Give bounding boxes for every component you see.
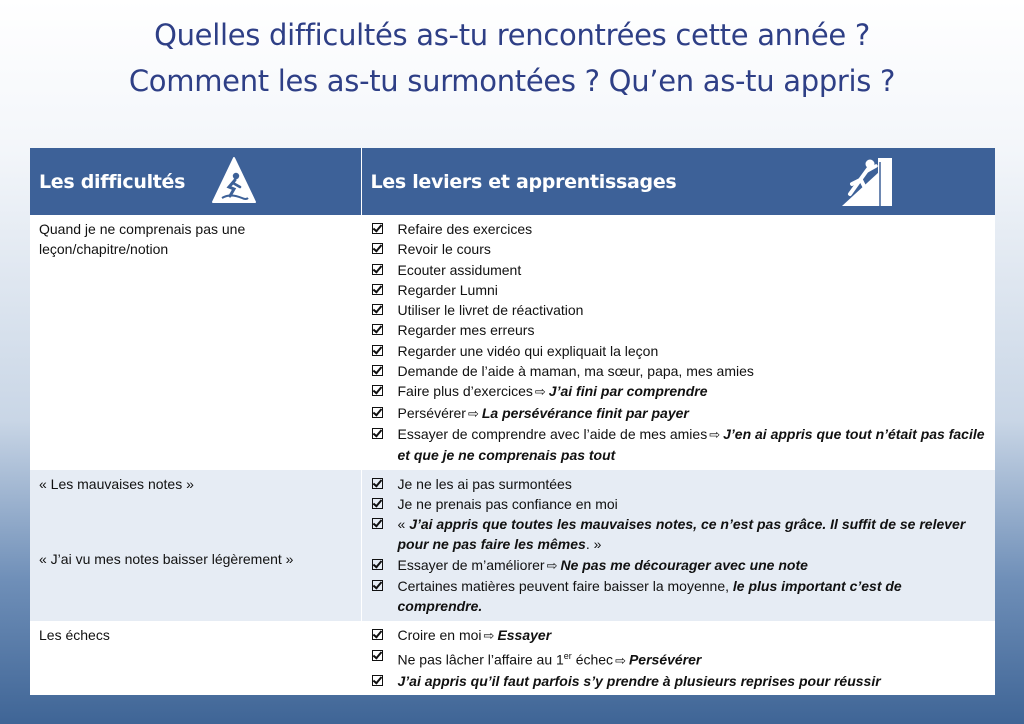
difficulty-text: « Les mauvaises notes »: [39, 475, 194, 492]
lever-item: Persévérer ⇨ La persévérance finit par payer: [371, 403, 988, 424]
checkbox-checked-icon: [372, 428, 383, 439]
difficulty-text: Quand je ne comprenais pas une leçon/chapitre/notion: [39, 221, 246, 258]
levers-cell: [361, 470, 995, 621]
lever-item: Regarder une vidéo qui expliquait la leçon: [371, 341, 988, 361]
checkbox-checked-icon: [372, 324, 383, 335]
lever-item: Utiliser le livret de réactivation: [371, 300, 988, 320]
header-levers: [361, 148, 995, 215]
difficulty-text: Les échecs: [39, 626, 110, 643]
header-difficulties: [30, 148, 361, 215]
warning-slip-icon: [212, 156, 256, 206]
checkbox-checked-icon: [372, 478, 383, 489]
lever-item: Essayer de comprendre avec l’aide de mes amies ⇨ J’en ai appris que tout n’était pas facile et que je ne comprenais pas tout: [371, 424, 988, 466]
checkbox-checked-icon: [372, 304, 383, 315]
checkbox-checked-icon: [372, 580, 383, 591]
lever-item: Je ne prenais pas confiance en moi: [371, 494, 988, 514]
checkbox-checked-icon: [372, 365, 383, 376]
checkbox-checked-icon: [372, 264, 383, 275]
checkbox-checked-icon: [372, 407, 383, 418]
arrow-right-icon: ⇨: [546, 557, 558, 573]
lever-item: Ne pas lâcher l’affaire au 1er échec ⇨ Persévérer: [371, 646, 988, 671]
table-header-row: [30, 148, 995, 215]
climbing-person-icon: [840, 156, 894, 208]
levers-cell: [361, 621, 995, 696]
difficulty-cell: [30, 470, 361, 621]
arrow-right-icon: ⇨: [534, 384, 546, 400]
lever-item: Je ne les ai pas surmontées: [371, 474, 988, 494]
checkbox-checked-icon: [372, 243, 383, 254]
checkbox-checked-icon: [372, 629, 383, 640]
arrow-right-icon: ⇨: [615, 652, 626, 668]
levers-cell: [361, 215, 995, 470]
lever-item: Refaire des exercices: [371, 219, 988, 239]
difficulty-text: « J’ai vu mes notes baisser légèrement »: [39, 550, 294, 567]
arrow-right-icon: ⇨: [467, 405, 479, 421]
difficulties-table: [30, 148, 995, 695]
lever-item: Ecouter assidument: [371, 260, 988, 280]
lever-item: J’ai appris qu’il faut parfois s’y prendre à plusieurs reprises pour réussir: [371, 671, 988, 691]
checkbox-checked-icon: [372, 498, 383, 509]
checkbox-checked-icon: [372, 559, 383, 570]
lever-item: Croire en moi ⇨ Essayer: [371, 625, 988, 646]
checkbox-checked-icon: [372, 345, 383, 356]
checkbox-checked-icon: [372, 675, 383, 686]
difficulty-cell: [30, 621, 361, 696]
lever-item: Regarder Lumni: [371, 280, 988, 300]
lever-item: Regarder mes erreurs: [371, 320, 988, 340]
lever-item: Certaines matières peuvent faire baisser la moyenne, le plus important c’est de comprendre.: [371, 576, 988, 617]
header-levers-label: Les leviers et apprentissages: [370, 170, 677, 193]
checkbox-checked-icon: [372, 385, 383, 396]
table-row: [30, 215, 995, 470]
checkbox-checked-icon: [372, 518, 383, 529]
arrow-right-icon: ⇨: [709, 426, 721, 442]
header-difficulties-label: Les difficultés: [39, 170, 186, 193]
lever-item: Essayer de m’améliorer ⇨ Ne pas me décourager avec une note: [371, 555, 988, 576]
lever-item: Demande de l’aide à maman, ma sœur, papa, mes amies: [371, 361, 988, 381]
page-title: [0, 12, 1024, 104]
difficulty-cell: [30, 215, 361, 470]
title-line-1: Quelles difficultés as-tu rencontrées cette année ?: [154, 18, 870, 52]
checkbox-checked-icon: [372, 650, 383, 661]
lever-item: Faire plus d’exercices ⇨ J’ai fini par comprendre: [371, 381, 988, 402]
checkbox-checked-icon: [372, 284, 383, 295]
lever-item: « J’ai appris que toutes les mauvaises notes, ce n’est pas grâce. Il suffit de se relever pour ne pas faire les mêmes. »: [371, 514, 988, 555]
table-row: [30, 470, 995, 621]
arrow-right-icon: ⇨: [483, 627, 495, 643]
title-line-2: Comment les as-tu surmontées ? Qu’en as-tu appris ?: [128, 64, 896, 98]
checkbox-checked-icon: [372, 223, 383, 234]
table-row: [30, 621, 995, 696]
lever-item: Revoir le cours: [371, 239, 988, 259]
